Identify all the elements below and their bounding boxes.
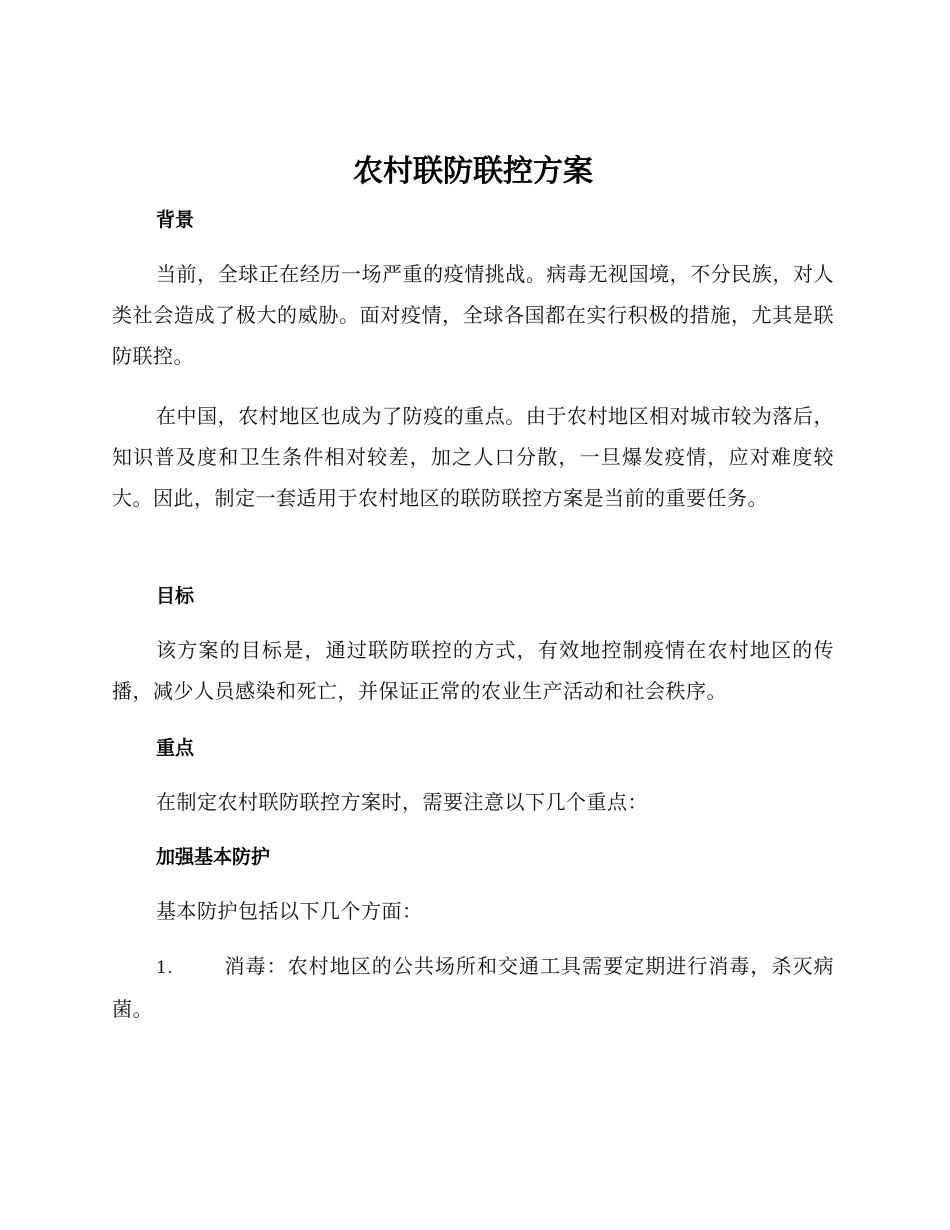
goal-paragraph-1: 该方案的目标是，通过联防联控的方式，有效地控制疫情在农村地区的传播，减少人员感染和死亡，并保证正常的农业生产活动和社会秩序。 [112, 638, 834, 703]
section-heading-goal: 目标 [156, 585, 195, 607]
background-paragraph-1: 当前，全球正在经历一场严重的疫情挑战。病毒无视国境，不分民族，对人类社会造成了极大的威胁。面对疫情，全球各国都在实行积极的措施，尤其是联防联控。 [112, 262, 834, 368]
section-heading-focus: 重点 [156, 737, 195, 759]
section-heading-basic-protection: 加强基本防护 [156, 846, 271, 868]
basic-protection-paragraph-1: 基本防护包括以下几个方面： [156, 899, 423, 923]
background-paragraph-2: 在中国，农村地区也成为了防疫的重点。由于农村地区相对城市较为落后，知识普及度和卫生条件相对较差，加之人口分散，一旦爆发疫情，应对难度较大。因此，制定一套适用于农村地区的联防联控方案是当前的重要任务。 [112, 404, 834, 510]
document-title: 农村联防联控方案 [353, 154, 593, 189]
list-item [112, 946, 834, 1030]
list-item-text: 消毒：农村地区的公共场所和交通工具需要定期进行消毒，杀灭病菌。 [112, 954, 834, 1021]
section-heading-background: 背景 [156, 209, 195, 231]
list-item-number: 1. [156, 958, 174, 978]
focus-paragraph-1: 在制定农村联防联控方案时，需要注意以下几个重点： [156, 790, 648, 814]
